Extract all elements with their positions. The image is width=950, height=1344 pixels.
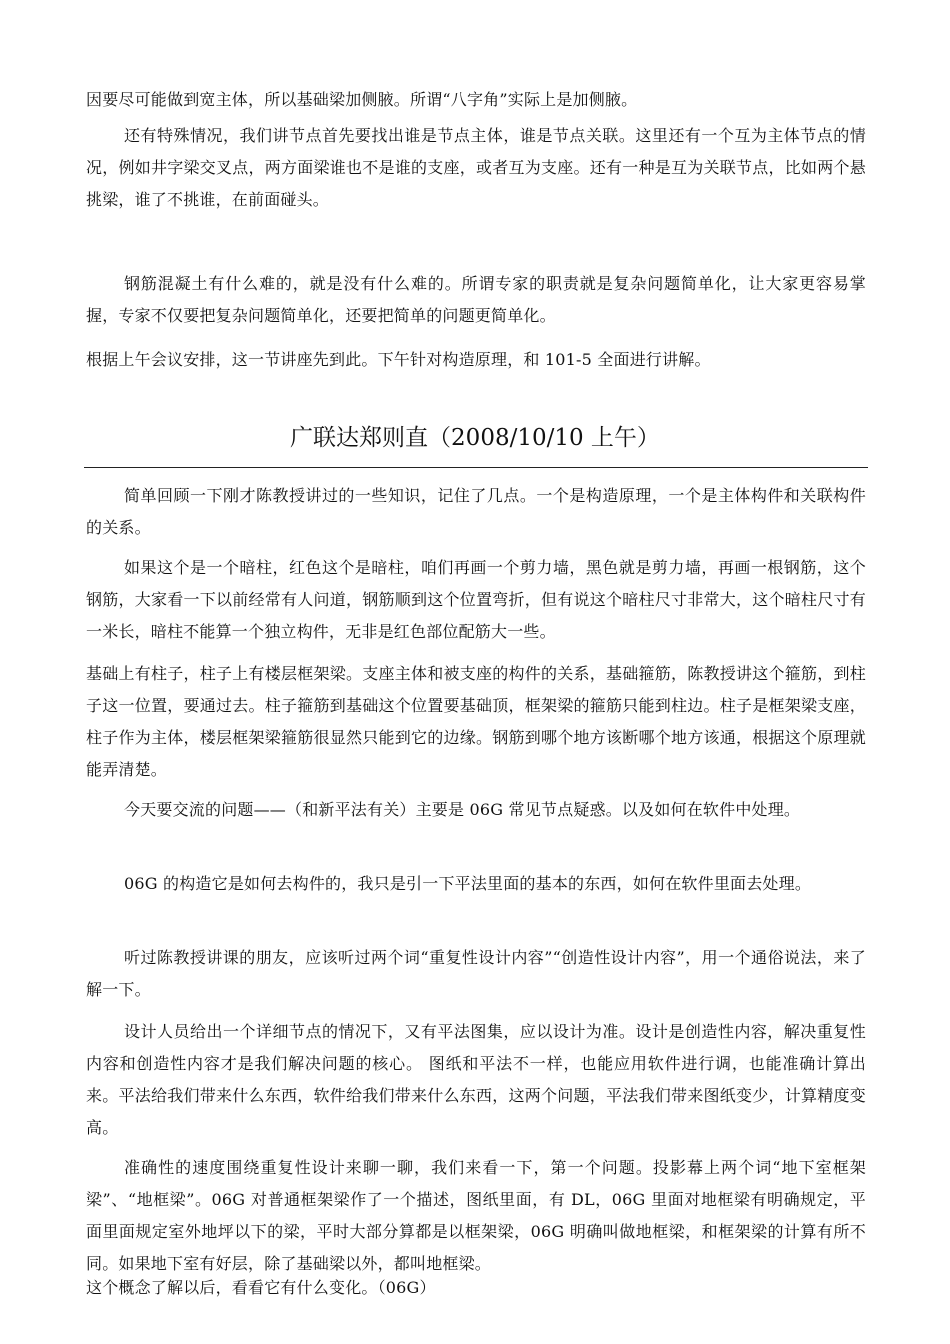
paragraph: 这个概念了解以后，看看它有什么变化。（06G） (86, 1278, 436, 1297)
paragraph: 根据上午会议安排，这一节讲座先到此。下午针对构造原理，和 101-5 全面进行讲解。 (86, 350, 711, 369)
paragraph: 基础上有柱子，柱子上有楼层框架梁。支座主体和被支座的构件的关系，基础箍筋，陈教授讲这个箍筋，到柱子这一位置，要通过去。柱子箍筋到基础这个位置要基础顶，框架梁的箍筋只能到柱边。柱子是框架梁支座，柱子作为主体，楼层框架梁箍筋很显然只能到它的边缘。钢筋到哪个地方该断哪个地方该通，根据这个原理就能弄清楚。 (86, 664, 866, 779)
paragraph: 如果这个是一个暗柱，红色这个是暗柱，咱们再画一个剪力墙，黑色就是剪力墙，再画一根钢筋，这个钢筋，大家看一下以前经常有人问道，钢筋顺到这个位置弯折，但有说这个暗柱尺寸非常大，这个暗柱尺寸有一米长，暗柱不能算一个独立构件，无非是红色部位配筋大一些。 (86, 558, 866, 641)
section-title: 广联达郑则直（2008/10/10 上午） (290, 425, 660, 451)
paragraph: 06G 的构造它是如何去构件的，我只是引一下平法里面的基本的东西，如何在软件里面去处理。 (124, 874, 812, 893)
paragraph: 因要尽可能做到宽主体，所以基础梁加侧腋。所谓“八字角”实际上是加侧腋。 (86, 90, 638, 109)
paragraph: 设计人员给出一个详细节点的情况下，又有平法图集，应以设计为准。设计是创造性内容，解决重复性内容和创造性内容才是我们解决问题的核心。 图纸和平法不一样，也能应用软件进行调，也能准确计算出来。平法给我们带来什么东西，软件给我们带来什么东西，这两个问题，平法我们带来图纸变少，计算精度变高。 (86, 1022, 866, 1137)
paragraph: 还有特殊情况，我们讲节点首先要找出谁是节点主体，谁是节点关联。这里还有一个互为主体节点的情况，例如井字梁交叉点，两方面梁谁也不是谁的支座，或者互为支座。还有一种是互为关联节点，比如两个悬挑梁，谁了不挑谁，在前面碰头。 (86, 126, 866, 209)
paragraph: 准确性的速度围绕重复性设计来聊一聊，我们来看一下，第一个问题。投影幕上两个词“地下室框架梁”、“地框梁”。06G 对普通框架梁作了一个描述，图纸里面，有 DL，06G 里面对地框梁有明确规定，平面里面规定室外地坪以下的梁，平时大部分算都是以框架梁，06G 明确叫做地框梁，和框架梁的计算有所不同。如果地下室有好层，除了基础梁以外，都叫地框梁。 (86, 1158, 866, 1273)
title-divider (84, 467, 868, 468)
paragraph: 听过陈教授讲课的朋友，应该听过两个词“重复性设计内容”“创造性设计内容”，用一个通俗说法，来了解一下。 (86, 948, 866, 999)
paragraph: 简单回顾一下刚才陈教授讲过的一些知识，记住了几点。一个是构造原理，一个是主体构件和关联构件的关系。 (86, 486, 866, 537)
paragraph: 钢筋混凝土有什么难的，就是没有什么难的。所谓专家的职责就是复杂问题简单化，让大家更容易掌握，专家不仅要把复杂问题简单化，还要把简单的问题更简单化。 (86, 274, 866, 325)
paragraph: 今天要交流的问题——（和新平法有关）主要是 06G 常见节点疑惑。以及如何在软件中处理。 (124, 800, 801, 819)
